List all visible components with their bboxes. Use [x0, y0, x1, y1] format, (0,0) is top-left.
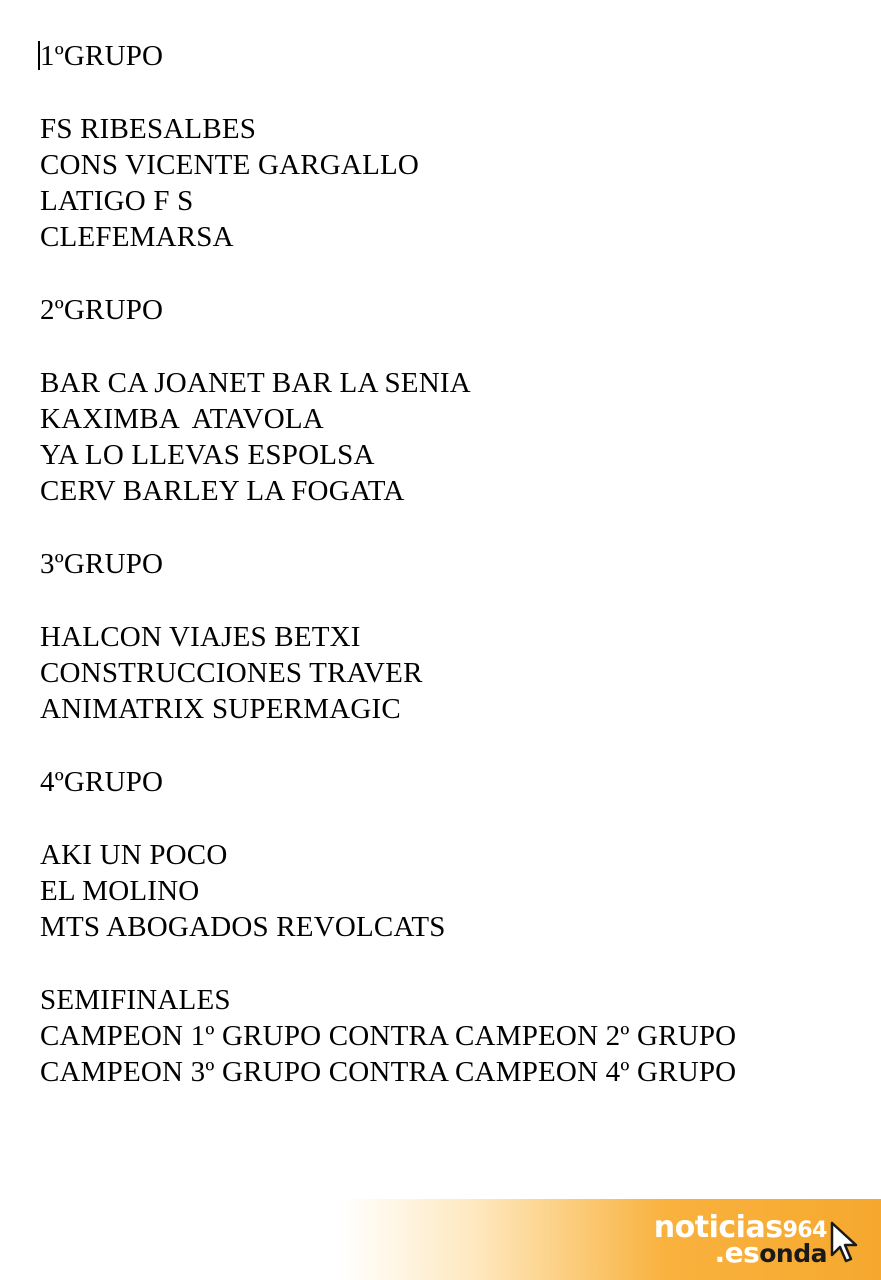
- document-body: [40, 38, 860, 1090]
- blank-line: [40, 328, 860, 365]
- noticias964-logo: [641, 1210, 871, 1269]
- semifinals-heading: SEMIFINALES: [40, 984, 231, 1016]
- logo-domain: .es: [714, 1236, 760, 1269]
- logo-partner: onda: [759, 1239, 827, 1268]
- blank-line: [40, 800, 860, 837]
- team-entry: YA LO LLEVAS ESPOLSA: [40, 439, 375, 471]
- team-entry: CONSTRUCCIONES TRAVER: [40, 657, 423, 689]
- team-entry: LATIGO F S: [40, 185, 194, 217]
- group-4-heading: 4ºGRUPO: [40, 766, 164, 798]
- team-entry: CERV BARLEY LA FOGATA: [40, 475, 405, 507]
- logo-brand-number: 964: [782, 1218, 827, 1243]
- team-entry: EL MOLINO: [40, 875, 200, 907]
- logo-domain-line: [714, 1236, 827, 1269]
- group-3-heading: 3ºGRUPO: [40, 548, 164, 580]
- blank-line: [40, 945, 860, 982]
- blank-line: [40, 727, 860, 764]
- cursor-arrow-icon: [829, 1221, 859, 1265]
- team-entry: ANIMATRIX SUPERMAGIC: [40, 693, 401, 725]
- blank-line: [40, 582, 860, 619]
- team-entry: CONS VICENTE GARGALLO: [40, 149, 420, 181]
- semifinal-match: CAMPEON 3º GRUPO CONTRA CAMPEON 4º GRUPO: [40, 1056, 737, 1088]
- team-entry: CLEFEMARSA: [40, 221, 234, 253]
- blank-line: [40, 255, 860, 292]
- group-2-heading: 2ºGRUPO: [40, 294, 164, 326]
- semifinal-match: CAMPEON 1º GRUPO CONTRA CAMPEON 2º GRUPO: [40, 1020, 737, 1052]
- team-entry: FS RIBESALBES: [40, 113, 257, 145]
- watermark-banner: [340, 1199, 881, 1280]
- blank-line: [40, 74, 860, 111]
- team-entry: KAXIMBA ATAVOLA: [40, 403, 324, 435]
- team-entry: HALCON VIAJES BETXI: [40, 621, 361, 653]
- team-entry: AKI UN POCO: [40, 839, 228, 871]
- team-entry: BAR CA JOANET BAR LA SENIA: [40, 367, 471, 399]
- group-1-heading: 1ºGRUPO: [40, 40, 164, 72]
- blank-line: [40, 509, 860, 546]
- logo-brand-word: noticias: [653, 1210, 783, 1245]
- team-entry: MTS ABOGADOS REVOLCATS: [40, 911, 446, 943]
